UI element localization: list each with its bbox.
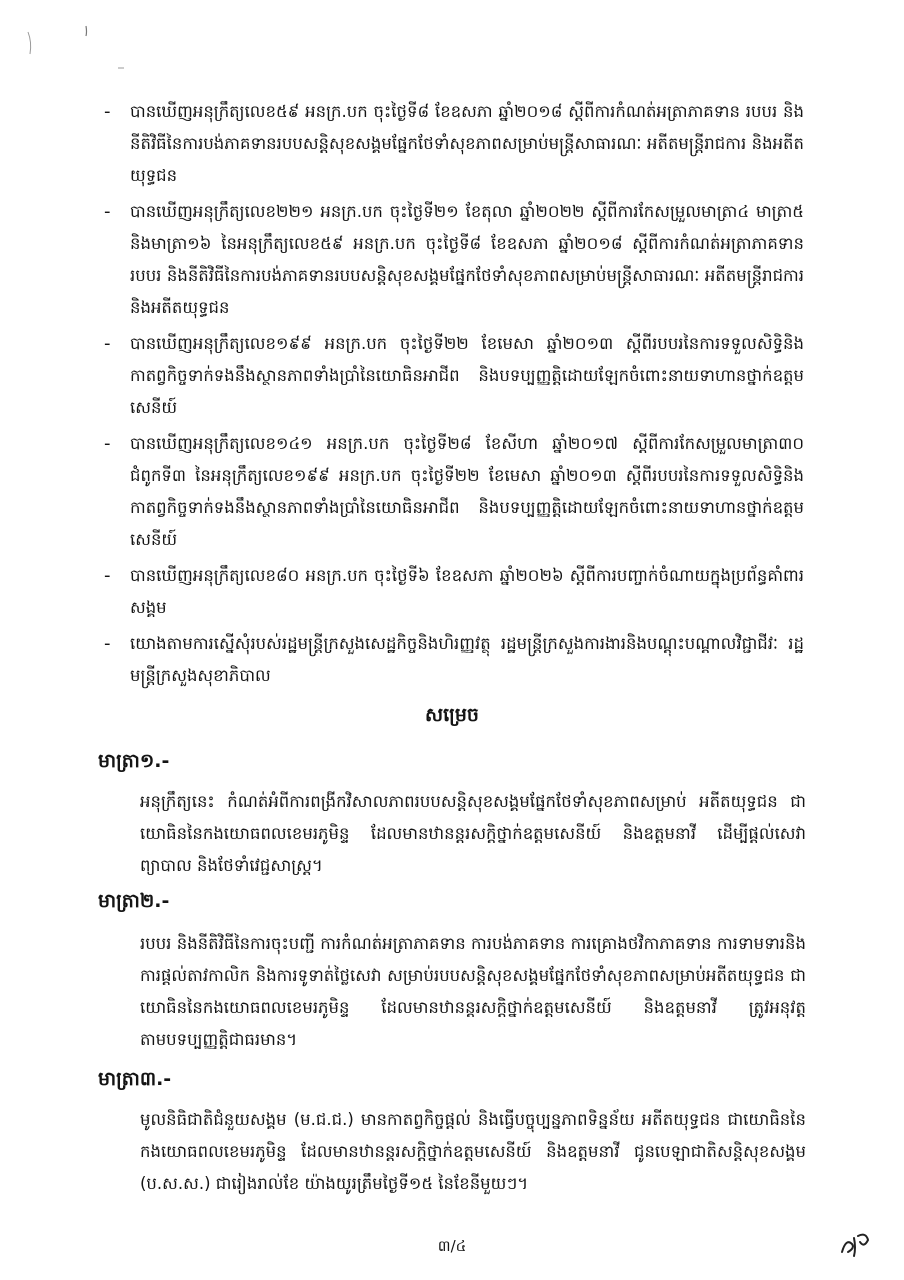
article-2-heading: មាត្រា២.- <box>98 890 170 912</box>
handwritten-initial <box>836 1222 876 1262</box>
list-item <box>104 196 804 324</box>
list-dash: - <box>104 201 111 222</box>
article-1-heading: មាត្រា១.- <box>98 750 170 772</box>
article-2-text: របបរ និងនីតិវិធីនៃការចុះបញ្ជី ការកំណត់អត្រាភាគទាន ការបង់ភាគទាន ការគ្រោងថវិកាភាគទាន ការទាមទារនិងការផ្តល់តាវកាលិក និងការទូទាត់ថ្លៃសេវា សម្រាប់របបសន្តិសុខសង្គមផ្នែកថែទាំសុខភាពសម្រាប់អតីតយុទ្ធជន ជាយោធិននៃកងយោធពលខេមរភូមិន្ទ ដែលមានឋានន្តរសក្តិថ្នាក់ឧត្តមសេនីយ៍ និងឧត្តមនាវី ត្រូវអនុវត្តតាមបទប្បញ្ញត្តិជាធរមាន។ <box>140 934 806 1049</box>
article-2-body <box>140 928 806 1056</box>
article-3-text: មូលនិធិជាតិជំនួយសង្គម (ម.ជ.ជ.) មានកាតព្វកិច្ចផ្តល់ និងធ្វើបច្ចុប្បន្នភាពទិន្នន័យ អតីតយុទ្ធជន ជាយោធិននៃកងយោធពលខេមរភូមិន្ទ ដែលមានឋានន្តរសក្តិថ្នាក់ឧត្តមសេនីយ៍ និងឧត្តមនាវី ជូនបេឡាជាតិសន្តិសុខសង្គម (ប.ស.ស.) ជារៀងរាល់ខែ យ៉ាងយូរត្រឹមថ្ងៃទី១៥ នៃខែនីមួយៗ។ <box>140 1110 806 1193</box>
decision-title: សម្រេច <box>425 704 479 726</box>
page-number: ៣/៤ <box>437 1237 467 1255</box>
list-dash: - <box>104 633 111 654</box>
list-item <box>104 428 804 556</box>
list-dash: - <box>104 333 111 354</box>
list-dash: - <box>104 433 111 454</box>
list-dash: - <box>104 565 111 586</box>
list-item-text: បានឃើញអនុក្រឹត្យលេខ៨០ អនក្រ.បក ចុះថ្ងៃទី៦ ខែឧសភា ឆ្នាំ២០២៦ ស្តីពីការបញ្ចាក់ចំណាយក្នុងប្រព័ន្ធគាំពារសង្គម <box>130 566 804 617</box>
article-3-heading: មាត្រា៣.- <box>98 1068 172 1090</box>
list-item-text: យោងតាមការស្នើសុំរបស់រដ្ឋមន្ត្រីក្រសួងសេដ្ឋកិច្ចនិងហិរញ្ញវត្ថុ រដ្ឋមន្ត្រីក្រសួងការងារនិងបណ្តុះបណ្តាលវិជ្ជាជីវៈ រដ្ឋមន្ត្រីក្រសួងសុខាភិបាល <box>130 634 804 685</box>
considerations-list <box>104 96 804 696</box>
list-item-text: បានឃើញអនុក្រឹត្យលេខ៥៩ អនក្រ.បក ចុះថ្ងៃទី៨ ខែឧសភា ឆ្នាំ២០១៨ ស្តីពីការកំណត់អត្រាភាគទាន របបរ និងនីតិវិធីនៃការបង់ភាគទានរបបសន្តិសុខសង្គមផ្នែកថែទាំសុខភាពសម្រាប់មន្ត្រីសាធារណៈ អតីតមន្ត្រីរាជការ និងអតីតយុទ្ធជន <box>130 102 804 185</box>
list-item <box>104 560 804 624</box>
list-dash: - <box>104 101 111 122</box>
list-item-text: បានឃើញអនុក្រឹត្យលេខ១៩៩ អនក្រ.បក ចុះថ្ងៃទី២២ ខែមេសា ឆ្នាំ២០១៣ ស្តីពីរបបរនៃការទទួលសិទ្ធិនិងកាតព្វកិច្ចទាក់ទងនឹងស្ថានភាពទាំងប្រាំនៃយោធិនអាជីព និងបទប្បញ្ញត្តិដោយឡែកចំពោះនាយទាហានថ្នាក់ឧត្តមសេនីយ៍ <box>130 334 804 417</box>
article-1-body <box>140 786 806 882</box>
list-item-text: បានឃើញអនុក្រឹត្យលេខ២២១ អនក្រ.បក ចុះថ្ងៃទី២១ ខែតុលា ឆ្នាំ២០២២ ស្តីពីការកែសម្រួលមាត្រា៤ មាត្រា៥ និងមាត្រា១៦ នៃអនុក្រឹត្យលេខ៥៩ អនក្រ.បក ចុះថ្ងៃទី៨ ខែឧសភា ឆ្នាំ២០១៨ ស្តីពីការកំណត់អត្រាភាគទាន របបរ និងនីតិវិធីនៃការបង់ភាគទានរបបសន្តិសុខសង្គមផ្នែកថែទាំសុខភាពសម្រាប់មន្ត្រីសាធារណៈ អតីតមន្ត្រីរាជការ និងអតីតយុទ្ធជន <box>130 202 804 317</box>
list-item <box>104 328 804 424</box>
list-item-text: បានឃើញអនុក្រឹត្យលេខ១៤១ អនក្រ.បក ចុះថ្ងៃទី២៨ ខែសីហា ឆ្នាំ២០១៧ ស្តីពីការកែសម្រួលមាត្រា៣០ ជំពូកទី៣ នៃអនុក្រឹត្យលេខ១៩៩ អនក្រ.បក ចុះថ្ងៃទី២២ ខែមេសា ឆ្នាំ២០១៣ ស្តីពីរបបរនៃការទទួលសិទ្ធិនិងកាតព្វកិច្ចទាក់ទងនឹងស្ថានភាពទាំងប្រាំនៃយោធិនអាជីព និងបទប្បញ្ញត្តិដោយឡែកចំពោះនាយទាហានថ្នាក់ឧត្តមសេនីយ៍ <box>130 434 804 549</box>
list-item <box>104 96 804 192</box>
article-1-text: អនុក្រឹត្យនេះ កំណត់អំពីការពង្រីកវិសាលភាពរបបសន្តិសុខសង្គមផ្នែកថែទាំសុខភាពសម្រាប់ អតីតយុទ្ធជន ជាយោធិននៃកងយោធពលខេមរភូមិន្ទ ដែលមានឋានន្តរសក្តិថ្នាក់ឧត្តមសេនីយ៍ និងឧត្តមនាវី ដើម្បីផ្តល់សេវាព្យាបាល និងថែទាំវេជ្ជសាស្ត្រ។ <box>140 792 806 875</box>
article-3-body <box>140 1104 806 1200</box>
list-item <box>104 628 804 692</box>
scan-marks <box>20 20 130 80</box>
